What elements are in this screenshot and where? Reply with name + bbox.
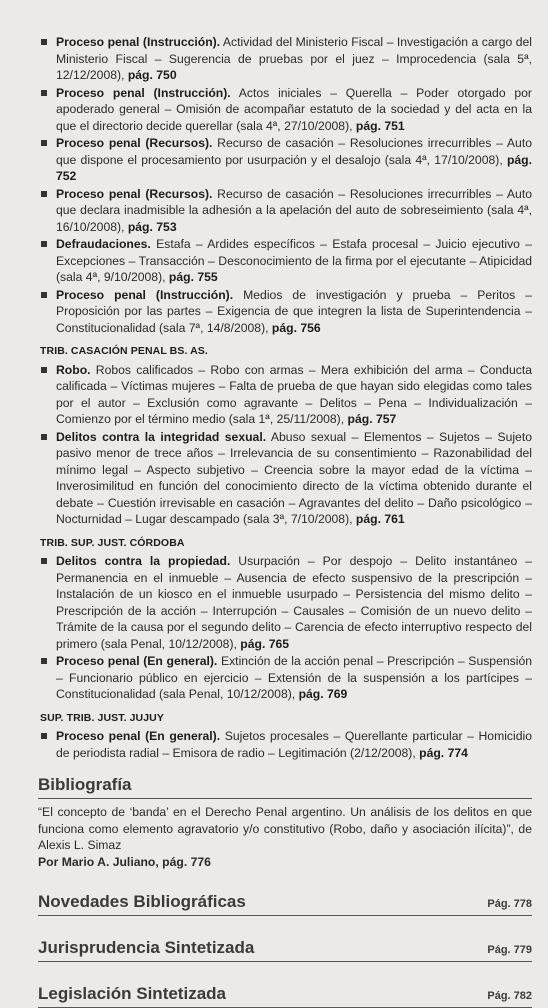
entry-page: pág. 774: [419, 745, 468, 760]
entry-text: Sujetos procesales – Querellante particular – Homicidio de periodista radial – Emisora de radio – Legitimación (2/12/2008),: [56, 729, 532, 760]
bibliografia-heading: Bibliografía: [38, 775, 532, 799]
index-entry: [38, 236, 532, 286]
entry-page: pág. 753: [127, 219, 177, 234]
entry-page: pág. 756: [271, 320, 321, 335]
index-entry: [38, 85, 532, 135]
index-entry: [38, 653, 532, 703]
section-title: Legislación Sintetizada: [38, 984, 226, 1003]
court-heading: TRIB. CASACIÓN PENAL BS. AS.: [40, 345, 208, 357]
entry-page: pág. 751: [355, 118, 405, 133]
section-novedades: [38, 892, 532, 916]
entry-topic: Proceso penal (Recursos).: [56, 186, 213, 201]
entry-topic: Proceso penal (En general).: [56, 654, 218, 668]
index-entry: [38, 287, 532, 337]
entry-text: Actos iniciales – Querella – Poder otorgado por apoderado general – Omisión de acompañar estatuto de la sociedad y del acta en la que el directorio decide querellar (sala 4ª, 27/10/2008),: [56, 85, 532, 133]
entries-group-a: [38, 34, 532, 761]
entry-topic: Proceso penal (Recursos).: [56, 136, 213, 150]
entry-text: Extinción de la acción penal – Prescripción – Suspensión – Funcionario público en ejercicio – Extensión de la suspensión a los partícipes – Constitucionalidad (sala Penal, 10/12/2008),: [56, 654, 533, 701]
entry-topic: Delitos contra la integridad sexual.: [56, 429, 267, 444]
entry-text: Usurpación – Por despojo – Delito instantáneo – Permanencia en el inmueble – Ausencia de efecto suspensivo de la prescripción – Instalación de un kiosco en el inmueble usurpado – Persistencia del mismo delito – Prescripción de la acción – Interrupción – Causales – Comisión de un nuevo delito – Trámite de la causa por el segundo delito – Carencia de efecto interruptivo respecto del primero (sala Penal, 10/12/2008),: [56, 554, 532, 651]
entry-topic: Proceso penal (En general).: [56, 729, 221, 743]
bibliografia-text: “El concepto de ‘banda’ en el Derecho Penal argentino. Un análisis de los delitos en que funciona como elemento agravatorio y/o constitutivo (Robo, daño y asociación ilícita)”, de Alexis L. Simaz: [38, 805, 532, 852]
bullet-icon: [41, 39, 47, 45]
entry-page: pág. 757: [347, 412, 397, 426]
bullet-icon: [41, 292, 47, 298]
bullet-icon: [41, 140, 47, 146]
entry-text: Medios de investigación y prueba – Peritos – Proposición por las partes – Exigencia de que integren la lista de Superintendencia – Constitucionalidad (sala 7ª, 14/8/2008),: [56, 287, 532, 335]
entry-text: Actividad del Ministerio Fiscal – Investigación a cargo del Ministerio Fiscal – Sugerencia de pruebas por el juez – Improcedencia (sala 5ª, 12/12/2008),: [56, 35, 533, 82]
entry-page: pág. 769: [298, 687, 348, 701]
entry-topic: Delitos contra la propiedad.: [56, 554, 231, 568]
bullet-icon: [41, 558, 47, 564]
index-entry: [38, 553, 532, 652]
court-heading: SUP. TRIB. JUST. JUJUY: [40, 711, 164, 724]
entry-page: pág. 752: [56, 152, 532, 183]
bullet-icon: [41, 90, 47, 96]
index-entry: [38, 186, 532, 236]
entry-text: Recurso de casación – Resoluciones irrecurribles – Auto que dispone el procesamiento por usurpación y el desalojo (sala 4ª, 17/10/2008),: [56, 136, 533, 167]
entry-text: Abuso sexual – Elementos – Sujetos – Sujeto pasivo menor de trece años – Irrelevancia de su consentimiento – Razonabilidad del mínimo legal – Aspecto subjetivo – Creencia sobre la mayor edad de la víctima – Inverosimilitud en función del conocimiento directo de la víctima obtenido durante el debate – Cuestión irrevisable en casación – Agravantes del delito – Daño psicológico – Nocturnidad – Lugar descampado (sala 3ª, 7/10/2008),: [56, 429, 532, 526]
index-entry: [38, 135, 532, 185]
entry-topic: Proceso penal (Instrucción).: [56, 35, 221, 49]
index-entry: [38, 362, 532, 428]
entry-topic: Proceso penal (Instrucción).: [56, 85, 231, 100]
bibliografia-author: Por Mario A. Juliano, pág. 776: [38, 854, 211, 869]
entry-page: pág. 755: [168, 270, 218, 284]
section-legislacion: [38, 984, 532, 1008]
entry-text: Recurso de casación – Resoluciones irrecurribles – Auto que declara inadmisible la adhesión a la apelación del auto de sobreseimiento (sala 4ª, 16/10/2008),: [56, 186, 533, 234]
entry-topic: Robo.: [56, 362, 91, 377]
bullet-icon: [41, 191, 47, 197]
section-page: Pág. 782: [487, 990, 532, 1002]
entry-topic: Proceso penal (Instrucción).: [56, 287, 234, 302]
section-title: Jurisprudencia Sintetizada: [38, 938, 255, 957]
section-page: Pág. 779: [487, 944, 532, 956]
section-jurisprudencia: [38, 938, 532, 962]
entry-page: pág. 765: [240, 636, 290, 651]
index-entry: [38, 34, 532, 84]
bullet-icon: [41, 658, 47, 664]
bullet-icon: [41, 733, 47, 739]
content-column: [38, 34, 532, 1008]
entry-page: pág. 761: [355, 512, 405, 526]
entry-page: pág. 750: [127, 68, 177, 82]
bullet-icon: [41, 367, 47, 373]
section-page: Pág. 778: [487, 898, 532, 910]
court-heading: TRIB. SUP. JUST. CÓRDOBA: [40, 536, 185, 549]
entry-text: Estafa – Ardides específicos – Estafa procesal – Juicio ejecutivo – Excepciones – Transacción – Desconocimiento de la firma por el ejecutante – Atipicidad (sala 4ª, 9/10/2008),: [56, 237, 532, 284]
bullet-icon: [41, 241, 47, 247]
entry-topic: Defraudaciones.: [56, 237, 151, 251]
entry-text: Robos calificados – Robo con armas – Mera exhibición del arma – Conducta calificada – Víctimas mujeres – Falta de prueba de que hayan sido elegidas como tales por el autor – Exclusión como agravante – Delitos – Pena – Individualización – Comienzo por el término medio (sala 1ª, 25/11/2008),: [56, 362, 532, 426]
section-title: Novedades Bibliográficas: [38, 892, 246, 911]
bullet-icon: [41, 434, 47, 440]
index-entry: [38, 429, 532, 528]
index-entry: [38, 728, 532, 761]
